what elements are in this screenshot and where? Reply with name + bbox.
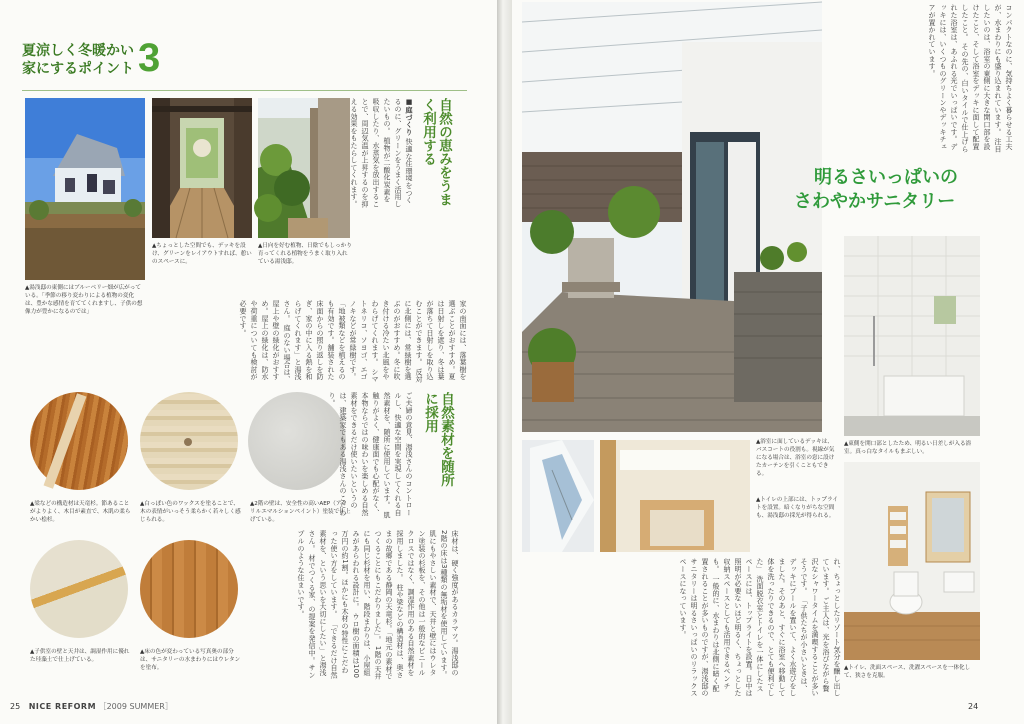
body-materials-p1: ご夫婦の意見、湯浅さんのコントロールし、快適な空間を実現してくれる自然素材を、随所に使用しています。 <box>383 392 413 517</box>
feature-title-line2: 家にするポイント <box>22 61 134 77</box>
body-materials-p4: 肌にもやさしい素材で、天井と壁にはウレタン塗装の杉板を、その他は一般的なビニールクロスではなく、調湿作用のある自然素材を採用しました。 <box>396 530 437 676</box>
body-materials-p7: ウロ樹の面積は100万円の約1割。ほかにも木材の特性にこだわった使い方をしています。 <box>330 530 360 679</box>
body-materials-p5: 柱や梁などの構造材は、奥さまの故郷である静岡の天竜杉。「地元の素材でつくることにもこだわりました」。 <box>374 530 404 680</box>
body-nature-p7: 庭のない場合は、屋上や壁の緑化がおすすめ。屋上の緑化は、防水や荷重についても検討が必要です。 <box>239 300 291 383</box>
feature-title-number: 3 <box>138 36 161 80</box>
photo-deck-bathcourt <box>522 2 822 432</box>
caption-bathroom: ▲東側を開口部としたため、明るい日差しが入る浴室。真っ白なタイルもまぶしい。 <box>844 441 972 455</box>
left-page <box>0 0 497 724</box>
caption-plaster-wall: ▲2階の壁は、安全性の高いAEP（アクリルエマルションペイント）塗装で仕上げている。 <box>250 501 351 523</box>
caption-deck-corridor: ▲ちょっとした空間でも、デッキを設け、グリーンをレイアウトすれば、憩いのスペースに。 <box>152 243 252 265</box>
body-materials-lower <box>250 530 460 680</box>
feature-title-line1: 夏涼しく冬暖かい <box>22 43 134 59</box>
caption-wall-boards: ▲子供室の壁と天井は、調湿作用に優れた珪藻土で仕上げている。 <box>30 649 130 663</box>
caption-garden-side: ▲日向を好む植物、日陰でもしっかり育ってくれる植物をうまく取り入れている湯浅邸。 <box>258 243 352 265</box>
body-nature-p3: 家の南面には、落葉樹を選ぶことがおすすめ。夏は日射しを遮り、冬は葉が落ちて日射しを取り込むことができます。 <box>415 300 467 381</box>
body-nature-p4: 反対に北側には、常緑樹を選ぶのがおすすめ。冬に吹き付ける冷たい北風をやわらげてくれます。 <box>371 300 423 383</box>
photo-skylight-2 <box>600 440 750 552</box>
body-bottom-p4: 洗面脱衣室とトイレを一体にしたスペースには、トップライトを設置。日中は照明が必要ないほど明るく、ちょっとした収納スペースとしても活用できるベンチも。 <box>712 558 764 697</box>
photo-wax-finish <box>140 392 238 490</box>
body-top-p1: コンパクトなのに、気持ちよく暮らせる工夫が、水まわりにも盛り込まれています。 <box>994 4 1013 150</box>
heading-materials: 自然素材を随所に採用 <box>422 392 454 487</box>
body-materials-p2: 肌触りがよく、健康面でも心配がなく、本物ならではの味わいを楽しめる自然素材をできるだけ使いたいというのは、建築家でもある湯浅さんのこだわり。 <box>328 392 391 519</box>
body-bottom-p2: ご主人は、光を浴びながら贅沢なシャワータイムを満喫することが多いそうです。 <box>800 558 830 697</box>
magazine-name: NICE REFORM <box>28 702 97 711</box>
body-top <box>834 4 1014 154</box>
photo-wood-grain <box>30 392 128 490</box>
title-rule <box>22 90 467 91</box>
caption-wax-finish: ▲白っぽい色のワックスを塗ることで、木の表情がいっそう柔らかく若々しく感じられる。 <box>140 501 241 523</box>
photo-toilet-washroom <box>844 462 980 660</box>
body-nature-p6: 「地被類などを植えるのも有効です。舗装された床面からの照り返しを防ぎ、家の中に入る熱を和らげてくれます」と湯浅さん。 <box>283 300 346 381</box>
heading-nature: 自然の恵みをうまく利用する <box>420 98 452 206</box>
photo-house-exterior <box>25 98 145 280</box>
body-materials-p6: 1階の天井にも同じ杉材を用い、階段まわりは、小屋組みがあらわれる設計に。 <box>352 530 382 680</box>
headline-line1: 明るさいっぱいの <box>814 167 958 188</box>
photo-bathroom <box>844 236 980 436</box>
footer-left <box>10 700 490 714</box>
body-top-p2: 注目したいのは、浴室の東側に大きな開口部を設けたこと、そして浴室をデッキに面して配置したこと。 <box>961 4 1002 153</box>
body-nature-p1: 快適な住環境をつくるのに、グリーンをうまく活用したいもの。 <box>383 98 413 208</box>
caption-deck-bathcourt: ▲浴室に面しているデッキは、バスコートの役割も。視線が気になる場合は、浴室の窓に設けたカーテンを引くこともできる。 <box>756 439 835 477</box>
page-number-left: 25 <box>10 702 21 711</box>
right-page <box>512 0 1024 724</box>
body-materials-p9: 材でつくる家、の提案を発信中。サンプルのような住まいです。 <box>297 530 316 679</box>
caption-wood-grain: ▲梁などの構造材は天竜杉。節あることがよりよく、木目が素直で、木肌の柔らかい桧杉。 <box>30 501 131 523</box>
page-number-right: 24 <box>968 702 979 711</box>
caption-floor-boards: ▲床の色が変わっている写真奥の部分は、サニタリーの水まわりにはウレタンを塗布。 <box>140 649 241 671</box>
body-bottom-p5: 一般的に、水まわりは北側に暗く配置されることが多いものですが、湯浅邸のサニタリーは明るさいっぱいのリラックスペースになっています。 <box>679 558 720 697</box>
body-nature-p5: シマトネリコ、ソヨゴ、エゴノキなどが常緑樹です。 <box>349 300 379 383</box>
photo-plaster-wall <box>248 392 346 490</box>
photo-floor-boards <box>140 540 238 638</box>
body-bottom-p1: れ、ちょっとしたリゾート気分を醸し出しています。 <box>822 558 841 697</box>
body-nature <box>350 98 414 208</box>
caption-house-exterior: ▲湯浅邸の東側にはブルーベリー畑が広がっている。「季節の移り変わりによる植物の変化は、豊かな感情を育ててくれますし、子供の想像力が豊かになるのでは」 <box>25 285 143 315</box>
body-top-p3: その先の、白いタイルで仕上げられた浴室は、あふれる光でいっぱいです。デッキには、いくつものグリーンやデッキチェアが置かれています。 <box>928 4 969 153</box>
photo-deck-corridor <box>152 98 252 238</box>
caption-toilet-washroom: ▲トイレ、洗面スペース、洗濯スペースを一体化して、狭さを克服。 <box>844 665 971 679</box>
body-materials-p8: 「できるだけ自然素材を、という思いを大切にしたい」と湯浅さん。 <box>308 530 338 679</box>
body-bottom <box>522 558 842 698</box>
body-materials-upper <box>328 392 414 522</box>
section-label-garden: ■庭づくり <box>405 98 413 136</box>
photo-garden-side <box>258 98 350 238</box>
headline <box>794 166 1014 226</box>
body-bottom-p3: 「子供たちが小さいときは、デッキにプールを置いて、よく水遊びをしました。そのあと、すぐに浴室へ移動して体を洗ったりできるので、とても便利でした」 <box>756 558 808 697</box>
body-materials-p3: 床材は、硬く強度があるカラマツ。湯浅邸の2階の床は3種類の無垢材を使用しています。 <box>440 530 459 679</box>
headline-line2: さわやかサニタリー <box>794 191 956 212</box>
caption-skylight: ▲トイレの上部には、トップライトを設置。暗くなりがちな空間も、湯浅邸の採光が得られる。 <box>756 497 838 519</box>
issue-label: ［2009 SUMMER］ <box>98 702 173 711</box>
body-nature-left <box>30 340 240 386</box>
body-nature-p2: 植物が二酸化炭素を吸収したり、水蒸気を放出することで、周辺気温が上昇するのを抑える効果をもたらしてくれます。 <box>350 98 391 208</box>
page-gutter <box>497 0 512 724</box>
photo-skylight-1 <box>522 440 594 552</box>
body-nature-lower <box>239 300 468 386</box>
photo-wall-boards <box>30 540 128 638</box>
